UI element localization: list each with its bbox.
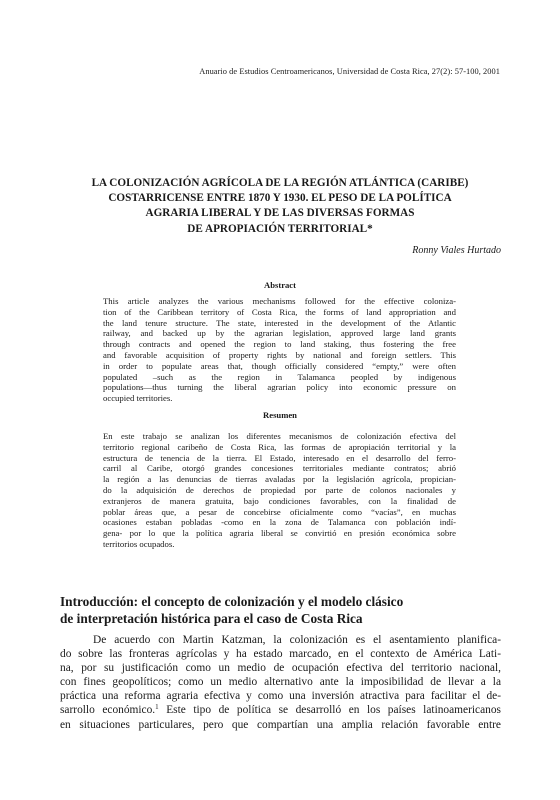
body-line: na, por su justificación como un medio de ocupación efectiva del territorio nacional, — [60, 662, 501, 675]
body-line: De acuerdo con Martin Katzman, la colonización es el asentamiento planifica- — [93, 634, 501, 646]
title-line: DE APROPIACIÓN TERRITORIAL* — [187, 222, 373, 235]
author-name: Ronny Viales Hurtado — [412, 245, 501, 256]
resumen-line: gena- por lo que la política agraria liberal se convirtió en presión económica sobre — [103, 528, 456, 539]
footnote-ref[interactable]: 1 — [155, 703, 159, 712]
resumen-line: estructura de tenencia de la tierra. El Estado, interesado en el desarrollo del ferro- — [103, 452, 456, 463]
body-line: en situaciones particulares, pero que compartían una amplia relación favorable entre — [60, 718, 501, 731]
resumen-line: En este trabajo se analizan los diferentes mecanismos de colonización efectiva del — [103, 431, 456, 441]
abstract-line: through contracts and opened the region to land staking, thus fostering the free — [103, 339, 456, 350]
article-title — [60, 176, 500, 237]
abstract-line: This article analyzes the various mechanisms followed for the effective coloniza- — [103, 296, 456, 306]
resumen-line: do la adquisición de derechos de propiedad por parte de colonos nacionales y — [103, 484, 456, 495]
title-line: COSTARRICENSE ENTRE 1870 Y 1930. EL PESO DE LA POLÍTICA — [108, 192, 452, 205]
body-text: Este tipo de política se desarrolló en los países latinoamericanos — [158, 704, 501, 717]
resumen-line: ocasiones estaban pobladas -como en la zona de Talamanca con población indí- — [103, 517, 456, 528]
resumen-line: territorios ocupados. — [103, 538, 175, 549]
resumen-heading: Resumen — [263, 410, 297, 420]
abstract-line: in order to populate areas that, though officially considered “empty,” were often — [103, 360, 456, 371]
resumen-line: territorio regional caribeño de Costa Rica, las formas de apropiación territorial y la — [103, 441, 456, 452]
resumen-body — [103, 431, 456, 550]
body-line: práctica una reforma agraria efectiva y como una inversión atractiva para facilitar el de- — [60, 690, 501, 703]
body-line: do sobre las fronteras agrícolas y ha estado marcado, en el contexto de América Lati- — [60, 648, 501, 661]
body-text: sarrollo económico. — [60, 704, 156, 717]
title-line: AGRARIA LIBERAL Y DE LAS DIVERSAS FORMAS — [145, 207, 415, 220]
resumen-line: extranjeros de manera gratuita, bajo condiciones favorables, con la finalidad de — [103, 495, 456, 506]
abstract-line: the land tenure structure. The state, interested in the development of the Atlantic — [103, 317, 456, 328]
resumen-line: carril al Caribe, otorgó grandes concesiones territoriales mediante contratos; abrió — [103, 463, 456, 474]
abstract-line: and favorable acquisition of property rights by national and foreign settlers. This — [103, 349, 456, 360]
introduction-body — [60, 633, 501, 732]
title-line: LA COLONIZACIÓN AGRÍCOLA DE LA REGIÓN ATLÁNTICA (CARIBE) — [91, 177, 469, 189]
heading-line: de interpretación histórica para el caso de Costa Rica — [60, 611, 363, 626]
abstract-heading: Abstract — [264, 280, 296, 290]
abstract-line: occupied territories. — [103, 393, 173, 404]
abstract-line: railway, and backed up by the agrarian legislation, approved large land grants — [103, 328, 456, 339]
body-line-with-footnote — [60, 703, 501, 717]
abstract-line: populations—thus turning the liberal agrarian policy into economic pressure on — [103, 382, 456, 393]
introduction-heading — [60, 593, 500, 627]
abstract-line: tion of the Caribbean territory of Costa Rica, the forms of land appropriation and — [103, 306, 456, 317]
running-head: Anuario de Estudios Centroamericanos, Universidad de Costa Rica, 27(2): 57-100, 2001 — [199, 67, 500, 76]
heading-line: Introducción: el concepto de colonización y el modelo clásico — [60, 594, 404, 609]
abstract-body — [103, 296, 456, 404]
abstract-line: populated –such as the region in Talamanca peopled by indigenous — [103, 371, 456, 382]
resumen-line: poblar áreas que, a pesar de concebirse oficialmente como “vacías”, en muchas — [103, 506, 456, 517]
body-line: con fines geopolíticos; como un medio alternativo ante la imposibilidad de llevar a la — [60, 676, 501, 689]
resumen-line: la región a las denuncias de tierras avaladas por la legislación agrícola, propician- — [103, 474, 456, 485]
